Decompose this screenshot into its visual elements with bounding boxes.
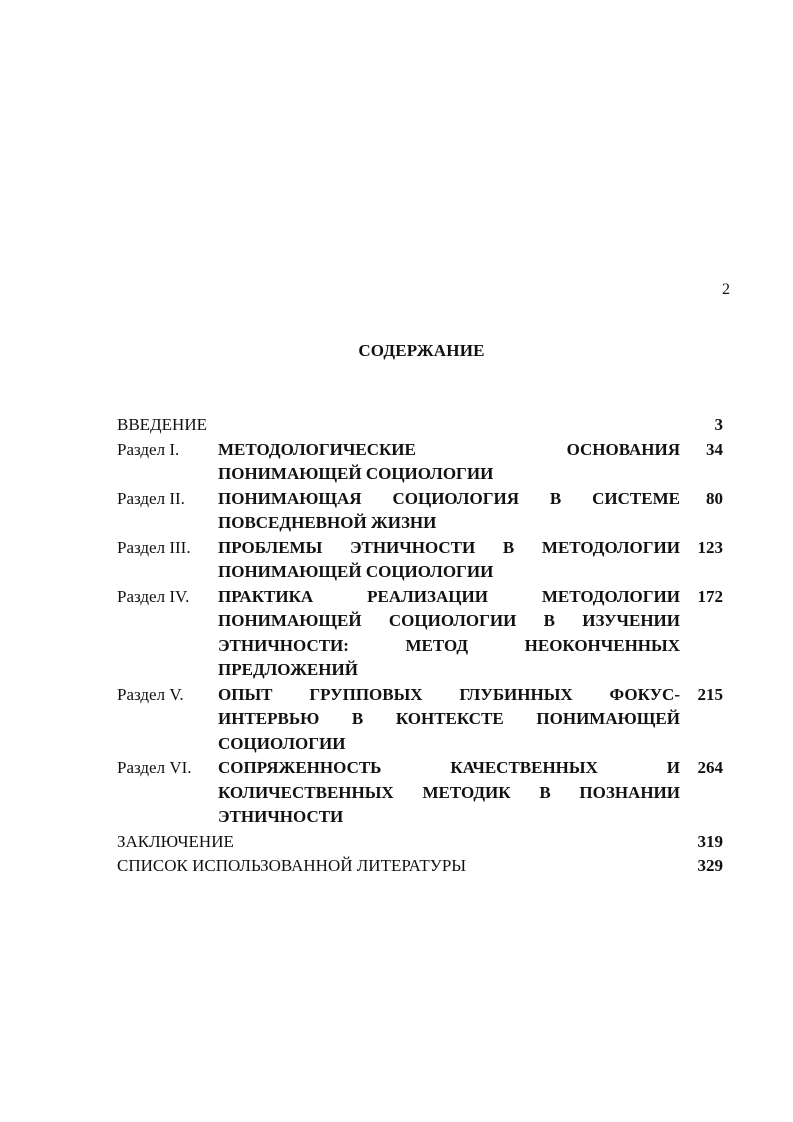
toc-section-1-title: МЕТОДОЛОГИЧЕСКИЕ ОСНОВАНИЯ ПОНИМАЮЩЕЙ СОЦИОЛОГИИ — [218, 439, 680, 483]
toc-section-4-title: ПРАКТИКА РЕАЛИЗАЦИИ МЕТОДОЛОГИИ ПОНИМАЮЩЕЙ СОЦИОЛОГИИ В ИЗУЧЕНИИ ЭТНИЧНОСТИ: МЕТОД НЕОКОНЧЕННЫХ ПРЕДЛОЖЕНИЙ — [218, 586, 680, 679]
toc-section-3-label: Раздел III. — [117, 537, 191, 557]
toc-entry-section-4 — [117, 585, 723, 683]
toc-entry-section-2 — [117, 487, 723, 536]
toc-entry-references — [117, 854, 723, 879]
toc-section-1-label: Раздел I. — [117, 439, 180, 459]
toc-entry-conclusion — [117, 830, 723, 855]
toc-entry-section-3 — [117, 536, 723, 585]
toc-introduction-page: 3 — [714, 415, 723, 434]
toc-references-title: СПИСОК ИСПОЛЬЗОВАННОЙ ЛИТЕРАТУРЫ — [117, 856, 467, 875]
toc-entry-section-1 — [117, 438, 723, 487]
toc-entry-introduction — [117, 413, 723, 438]
page-title: СОДЕРЖАНИЕ — [358, 341, 485, 360]
toc-section-5-label: Раздел V. — [117, 684, 184, 704]
toc-section-5-page: 215 — [697, 684, 723, 704]
toc-introduction-title: ВВЕДЕНИЕ — [117, 415, 207, 434]
table-of-contents — [117, 413, 723, 879]
toc-section-6-label: Раздел VI. — [117, 758, 192, 777]
toc-section-5-title: ОПЫТ ГРУППОВЫХ ГЛУБИННЫХ ФОКУС-ИНТЕРВЬЮ В КОНТЕКСТЕ ПОНИМАЮЩЕЙ СОЦИОЛОГИИ — [218, 684, 680, 753]
toc-entry-section-6 — [117, 756, 723, 830]
toc-section-4-label: Раздел IV. — [117, 586, 190, 606]
toc-section-6-title: СОПРЯЖЕННОСТЬ КАЧЕСТВЕННЫХ И КОЛИЧЕСТВЕННЫХ МЕТОДИК В ПОЗНАНИИ ЭТНИЧНОСТИ — [218, 758, 680, 826]
toc-section-1-page: 34 — [706, 439, 723, 459]
toc-section-3-page: 123 — [697, 537, 723, 557]
toc-section-2-page: 80 — [706, 488, 723, 508]
toc-section-2-title: ПОНИМАЮЩАЯ СОЦИОЛОГИЯ В СИСТЕМЕ ПОВСЕДНЕВНОЙ ЖИЗНИ — [218, 488, 680, 532]
toc-conclusion-title: ЗАКЛЮЧЕНИЕ — [117, 831, 234, 851]
page-number: 2 — [722, 281, 730, 298]
toc-entry-section-5 — [117, 683, 723, 757]
toc-conclusion-page: 319 — [697, 831, 723, 851]
toc-section-4-page: 172 — [697, 586, 723, 606]
toc-section-6-page: 264 — [697, 758, 723, 777]
toc-section-3-title: ПРОБЛЕМЫ ЭТНИЧНОСТИ В МЕТОДОЛОГИИ ПОНИМАЮЩЕЙ СОЦИОЛОГИИ — [218, 537, 680, 581]
toc-section-2-label: Раздел II. — [117, 488, 185, 508]
toc-references-page: 329 — [697, 856, 723, 875]
